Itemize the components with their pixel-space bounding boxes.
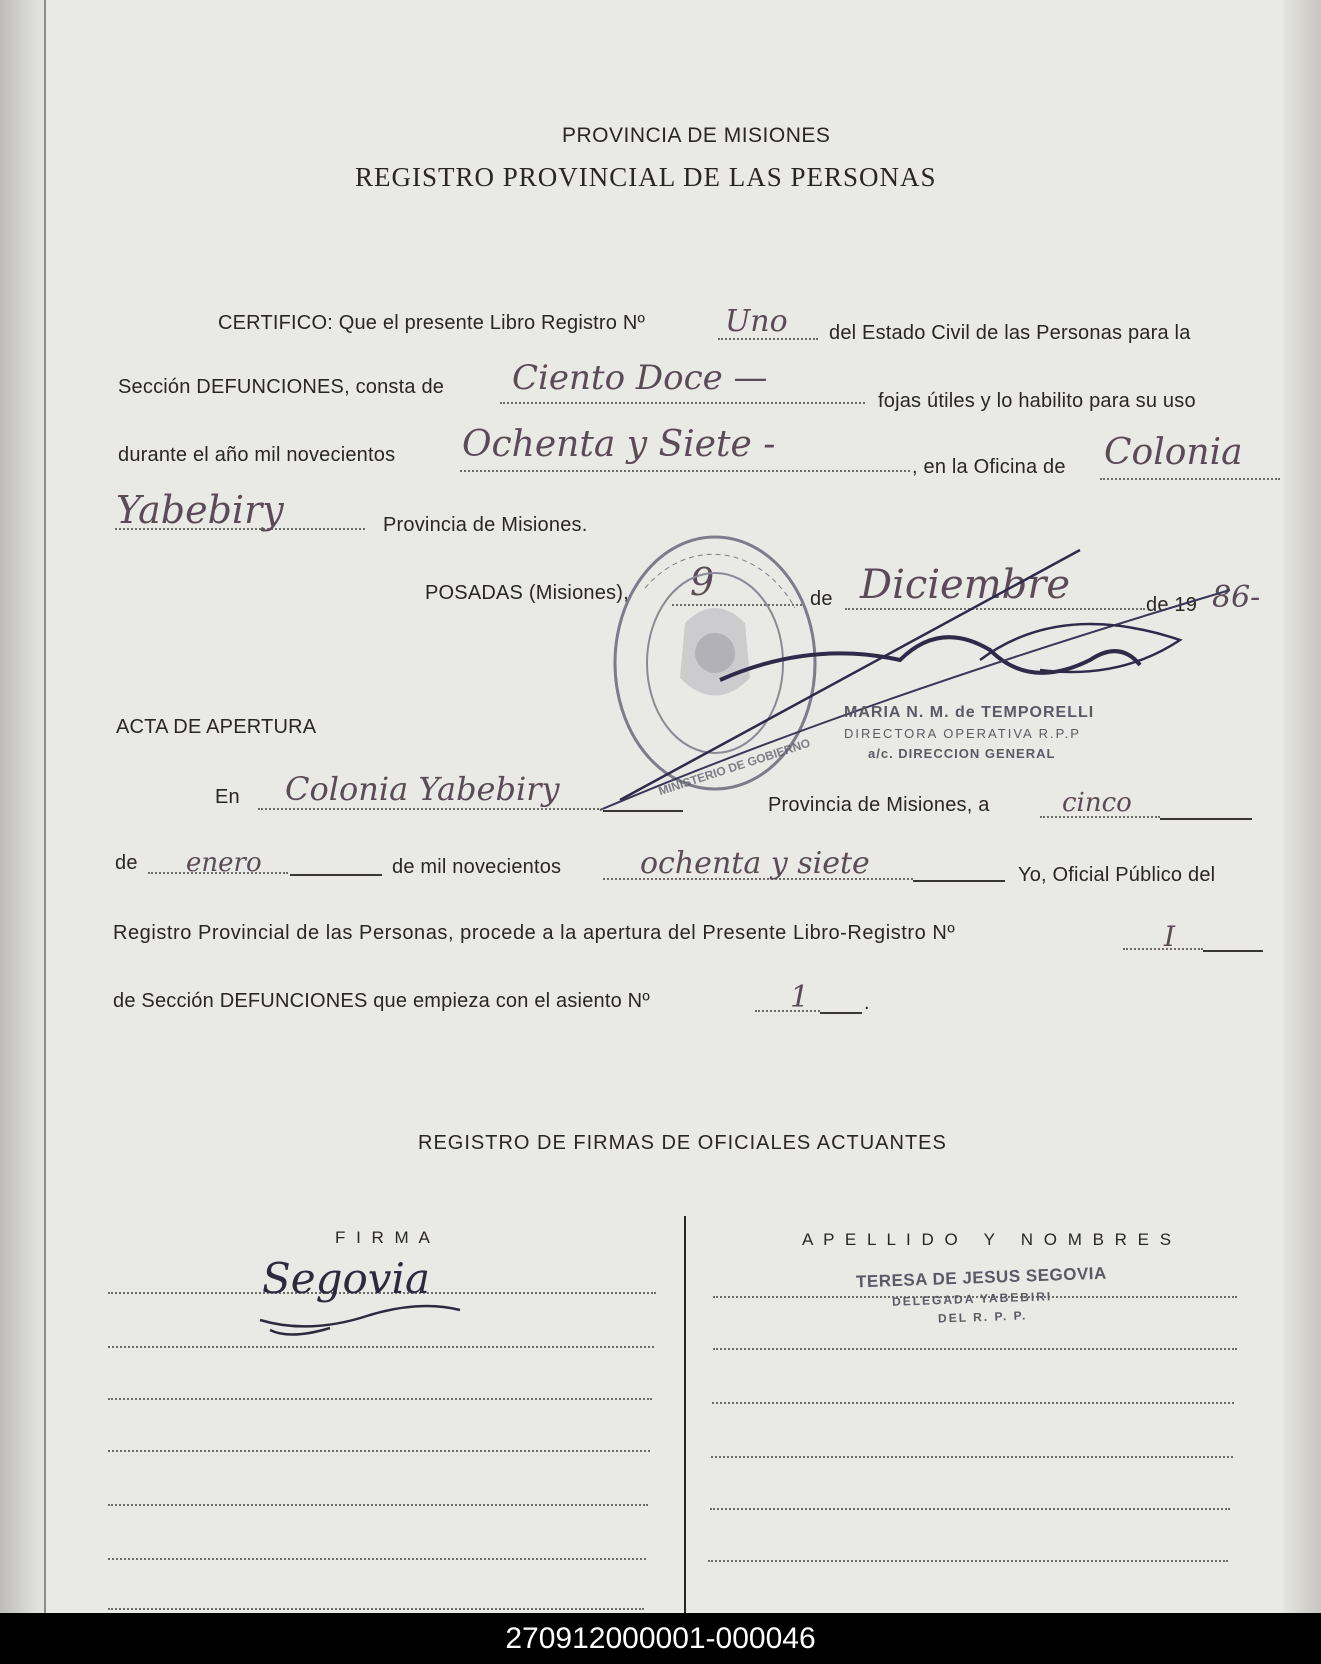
cert-line2-b: fojas útiles y lo habilito para su uso <box>878 390 1196 412</box>
header-province: PROVINCIA DE MISIONES <box>562 124 831 147</box>
acta-asiento-line <box>820 1012 862 1014</box>
cert-line3-a: durante el año mil novecientos <box>118 444 396 466</box>
firmas-divider <box>684 1216 686 1613</box>
acta-lugar: Colonia Yabebiry <box>285 770 560 808</box>
acta-libro-dots <box>1123 948 1203 950</box>
acta-yo: Yo, Oficial Público del <box>1018 864 1216 886</box>
nombre-row-6 <box>708 1560 1228 1562</box>
page-binding-line <box>44 0 46 1613</box>
cert-libro-numero: Uno <box>725 304 788 339</box>
director-cargo2: a/c. DIRECCION GENERAL <box>868 746 1056 761</box>
acta-title: ACTA DE APERTURA <box>116 716 317 738</box>
cert-de19: de 19 <box>1146 594 1198 616</box>
firma-row-2 <box>108 1346 654 1348</box>
cert-de: de <box>810 588 833 610</box>
cert-line1-a: CERTIFICO: Que el presente Libro Registro Nº <box>218 312 646 334</box>
nombre-row-3 <box>712 1402 1234 1404</box>
cert-line1-b: del Estado Civil de las Personas para la <box>829 322 1191 344</box>
cert-oficina-1: Colonia <box>1104 432 1243 473</box>
nombre-row-4 <box>711 1456 1233 1458</box>
firma-row-4 <box>108 1450 650 1452</box>
acta-libro-line <box>1203 950 1263 952</box>
acta-asiento-dots <box>755 1010 820 1012</box>
firma-row-7 <box>108 1608 644 1610</box>
firma-row-6 <box>108 1558 646 1560</box>
seal-inner-text: MINISTERIO DE GOBIERNO <box>656 735 812 799</box>
page-right-edge <box>1283 0 1321 1613</box>
acta-lugar-dots <box>258 808 603 810</box>
cert-oficina-dots <box>1100 478 1280 480</box>
acta-prov: Provincia de Misiones, a <box>768 794 990 816</box>
cert-fojas-dots <box>500 402 865 404</box>
acta-anio-line <box>913 880 1005 882</box>
acta-en: En <box>215 786 240 808</box>
cert-fojas: Ciento Doce — <box>512 358 768 398</box>
firmas-title: REGISTRO DE FIRMAS DE OFICIALES ACTUANTES <box>418 1132 947 1154</box>
acta-line4: de Sección DEFUNCIONES que empieza con el asiento Nº <box>113 990 650 1012</box>
acta-libro: I <box>1164 920 1176 953</box>
firma-label: F I R M A <box>335 1228 433 1247</box>
director-name: MARIA N. M. de TEMPORELLI <box>844 704 1095 721</box>
acta-lugar-line <box>603 810 683 812</box>
acta-mes: enero <box>186 848 262 878</box>
firma-row-5 <box>108 1504 648 1506</box>
sello-cargo: DELEGADA YABEBIRI <box>891 1289 1053 1309</box>
firma-flourish <box>250 1290 470 1340</box>
cert-line3-b: , en la Oficina de <box>912 456 1066 478</box>
acta-anio: ochenta y siete <box>640 846 870 881</box>
page-left-edge <box>0 0 46 1613</box>
apellido-label: A P E L L I D O Y N O M B R E S <box>802 1230 1175 1249</box>
cert-line4-b: Provincia de Misiones. <box>383 514 588 536</box>
acta-dia-line <box>1160 818 1252 820</box>
sello-nombre: TERESA DE JESUS SEGOVIA <box>855 1263 1108 1292</box>
acta-de: de <box>115 852 138 874</box>
cert-oficina-2: Yabebiry <box>116 488 284 532</box>
cert-mes: Diciembre <box>860 562 1071 608</box>
firma-segovia: Segovia <box>262 1254 430 1303</box>
cert-anio-dots <box>460 470 910 472</box>
director-signature <box>560 540 1280 830</box>
footer-document-id: 270912000001-000046 <box>0 1613 1321 1664</box>
acta-dia: cinco <box>1062 788 1132 818</box>
acta-punto: . <box>864 992 870 1014</box>
acta-mes-line <box>290 874 382 876</box>
sello-cargo2: DEL R. P. P. <box>937 1308 1028 1326</box>
cert-anio-corto: 86- <box>1212 580 1261 615</box>
director-cargo: DIRECTORA OPERATIVA R.P.P <box>844 726 1081 741</box>
nombre-row-5 <box>710 1508 1230 1510</box>
cert-line2-a: Sección DEFUNCIONES, consta de <box>118 376 445 398</box>
cert-dia: 9 <box>690 560 715 604</box>
cert-anio: Ochenta y Siete - <box>462 424 776 465</box>
acta-mil: de mil novecientos <box>392 856 562 878</box>
header-registry: REGISTRO PROVINCIAL DE LAS PERSONAS <box>355 162 937 192</box>
acta-line3: Registro Provincial de las Personas, procede a la apertura del Presente Libro-Registro Nº <box>113 922 956 944</box>
cert-lugar: POSADAS (Misiones), <box>425 582 629 604</box>
firma-row-3 <box>108 1398 652 1400</box>
nombre-row-2 <box>713 1348 1237 1350</box>
acta-asiento: 1 <box>790 980 810 1015</box>
